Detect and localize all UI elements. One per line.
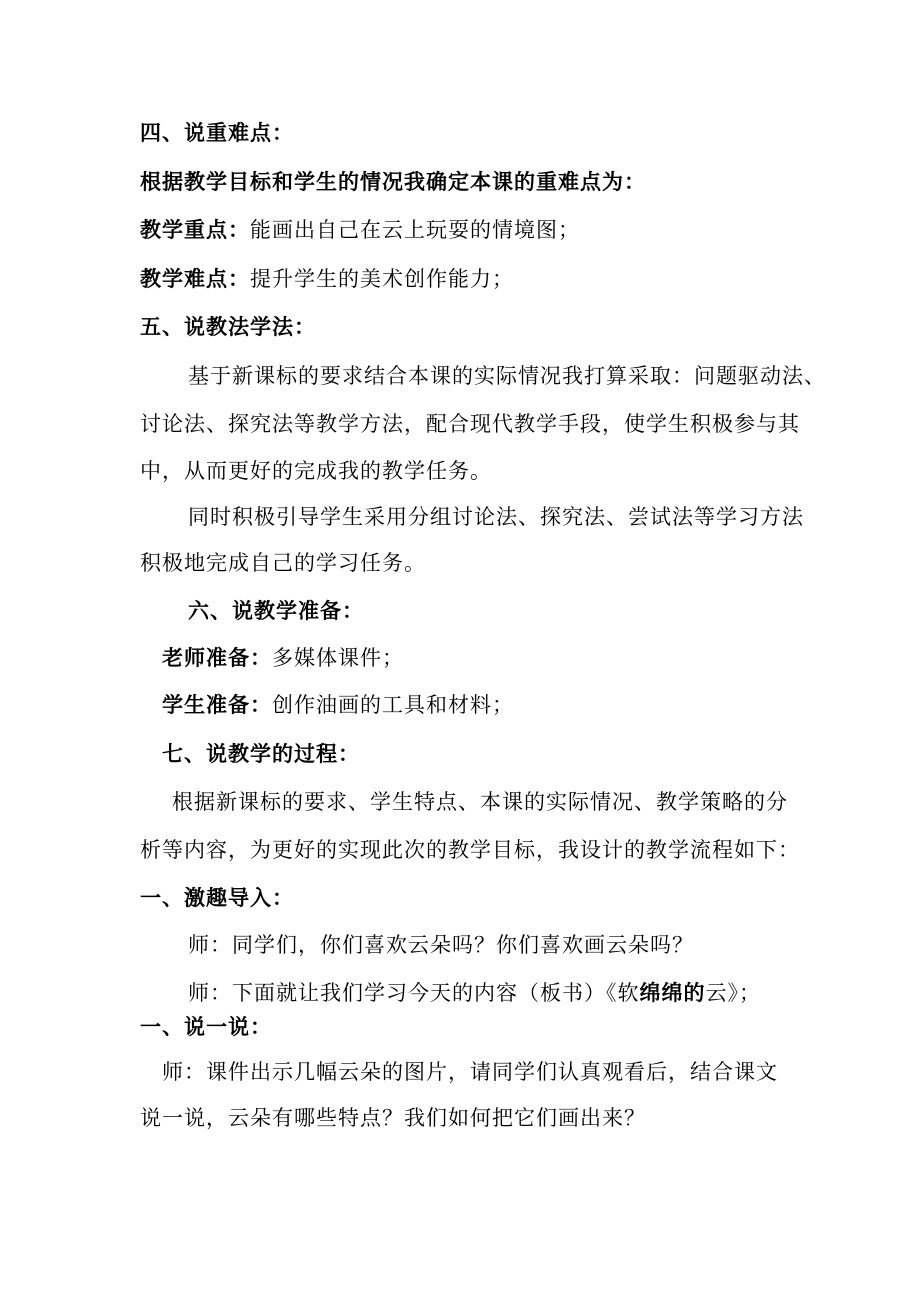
section-5-paragraph-2-line-1: 同时积极引导学生采用分组讨论法、探究法、尝试法等学习方法 [188,505,804,529]
difficult-point-label: 教学难点： [140,266,250,291]
teacher-prep-text: 多媒体课件； [272,646,404,670]
step-2-heading: 一、说一说： [140,1014,272,1039]
key-point-line [140,216,580,244]
step-1-line-2-bold: 绵绵的 [639,980,706,1005]
step-1-line-2-end: 云》； [705,981,761,1005]
difficult-point-line [140,265,514,293]
section-7-heading: 七、说教学的过程： [162,741,360,766]
student-prep-label: 学生准备： [162,692,272,717]
teacher-prep-label: 老师准备： [162,645,272,670]
section-5-heading: 五、说教法学法： [140,314,316,339]
key-point-text: 能画出自己在云上玩耍的情境图； [250,218,580,242]
section-5-paragraph-1-line-2: 讨论法、探究法等教学方法，配合现代教学手段，使学生积极参与其 [140,412,800,436]
step-1-line-2 [188,979,761,1007]
key-point-label: 教学重点： [140,217,250,242]
section-6-heading: 六、说教学准备： [188,598,364,623]
step-2-line-2: 说一说，云朵有哪些特点？我们如何把它们画出来？ [140,1106,646,1130]
step-2-line-1: 师：课件出示几幅云朵的图片，请同学们认真观看后，结合课文 [162,1060,778,1084]
step-1-line-2-start: 师：下面就让我们学习今天的内容（板书）《软 [188,981,640,1005]
teacher-prep-line [162,644,404,672]
step-1-line-1: 师：同学们，你们喜欢云朵吗？你们喜欢画云朵吗？ [188,933,694,957]
section-5-paragraph-2-line-2: 积极地完成自己的学习任务。 [140,551,426,575]
difficult-point-text: 提升学生的美术创作能力； [250,267,514,291]
section-4-heading: 四、说重难点： [140,120,294,145]
section-4-intro: 根据教学目标和学生的情况我确定本课的重难点为： [140,169,646,194]
student-prep-line [162,691,514,719]
student-prep-text: 创作油画的工具和材料； [272,693,514,717]
step-1-heading: 一、激趣导入： [140,885,294,910]
section-7-paragraph-line-1: 根据新课标的要求、学生特点、本课的实际情况、教学策略的分 [172,790,788,814]
section-5-paragraph-1-line-1: 基于新课标的要求结合本课的实际情况我打算采取：问题驱动法、 [188,364,826,388]
section-5-paragraph-1-line-3: 中，从而更好的完成我的教学任务。 [140,459,492,483]
section-7-paragraph-line-2: 析等内容，为更好的实现此次的教学目标，我设计的教学流程如下： [140,838,800,862]
